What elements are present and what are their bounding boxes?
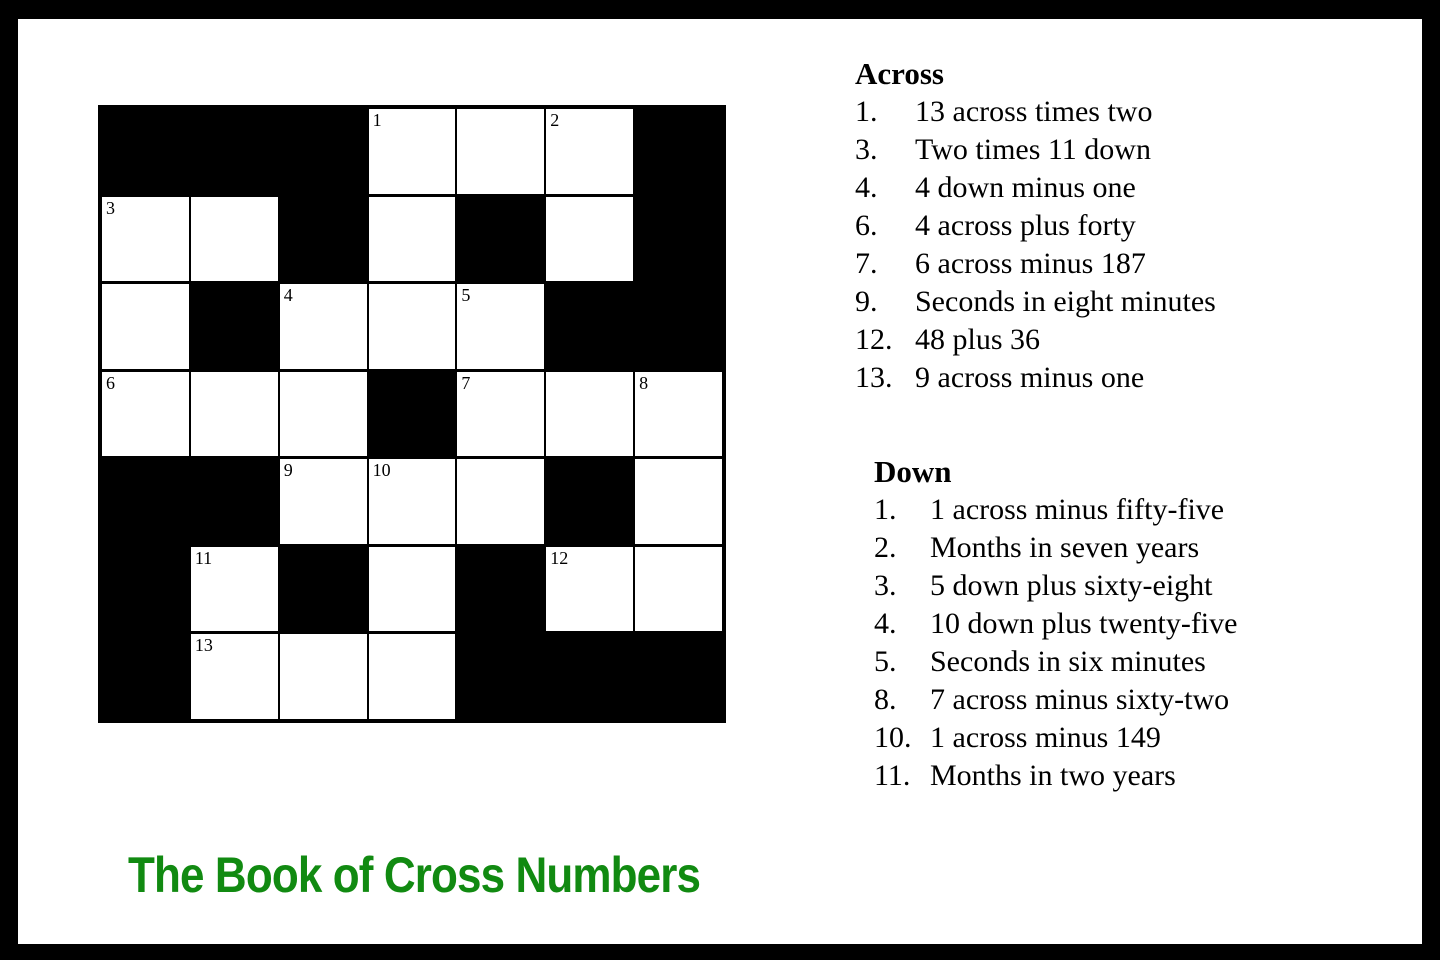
- black-cell: [635, 284, 722, 369]
- black-cell: [280, 547, 367, 632]
- black-cell: [369, 372, 456, 457]
- cell-number: 4: [283, 285, 293, 306]
- white-cell[interactable]: [369, 197, 456, 282]
- white-cell[interactable]: [191, 197, 278, 282]
- white-cell[interactable]: [457, 459, 544, 544]
- black-cell: [546, 284, 633, 369]
- cell-number: 10: [372, 460, 391, 481]
- clue-number: 1.: [855, 95, 878, 128]
- across-clue: [855, 321, 1216, 359]
- clue-number: 2.: [874, 531, 897, 564]
- white-cell[interactable]: [280, 372, 367, 457]
- clue-text: 6 across minus 187: [915, 247, 1146, 280]
- across-clues-section: [855, 55, 1216, 397]
- white-cell[interactable]: [102, 197, 189, 282]
- cell-number: 2: [550, 110, 560, 130]
- black-cell: [546, 459, 633, 544]
- white-cell[interactable]: [102, 372, 189, 457]
- black-cell: [191, 109, 278, 194]
- down-heading: Down: [874, 454, 952, 489]
- black-cell: [457, 197, 544, 282]
- down-clue: [874, 491, 1237, 529]
- clue-number: 10.: [874, 721, 912, 754]
- white-cell[interactable]: [546, 109, 633, 194]
- clue-text: Seconds in six minutes: [930, 645, 1206, 678]
- black-cell: [102, 547, 189, 632]
- white-cell[interactable]: [457, 109, 544, 194]
- cell-number: 8: [639, 372, 649, 393]
- across-heading: Across: [855, 56, 944, 91]
- white-cell[interactable]: [369, 634, 456, 719]
- across-clue-list: [855, 93, 1216, 397]
- down-clue: [874, 681, 1237, 719]
- white-cell[interactable]: [191, 372, 278, 457]
- clue-number: 5.: [874, 645, 897, 678]
- white-cell[interactable]: [280, 284, 367, 369]
- clue-number: 1.: [874, 493, 897, 526]
- down-clue: [874, 567, 1237, 605]
- black-cell: [635, 197, 722, 282]
- cell-number: 12: [550, 547, 569, 568]
- white-cell[interactable]: [280, 634, 367, 719]
- black-cell: [102, 459, 189, 544]
- black-cell: [457, 547, 544, 632]
- down-clue: [874, 643, 1237, 681]
- clue-number: 4.: [874, 607, 897, 640]
- clue-text: 10 down plus twenty-five: [930, 607, 1238, 640]
- black-cell: [546, 634, 633, 719]
- cell-number: 3: [106, 197, 115, 218]
- black-cell: [635, 634, 722, 719]
- black-cell: [280, 109, 367, 194]
- white-cell[interactable]: [280, 459, 367, 544]
- white-cell[interactable]: [191, 634, 278, 719]
- down-clue: [874, 757, 1237, 795]
- clue-text: 1 across minus 149: [930, 721, 1161, 754]
- clue-text: Months in two years: [930, 759, 1176, 792]
- black-cell: [280, 197, 367, 282]
- across-clue: [855, 131, 1216, 169]
- white-cell[interactable]: [102, 284, 189, 369]
- white-cell[interactable]: [635, 547, 722, 632]
- clue-number: 7.: [855, 247, 878, 280]
- across-clue: [855, 283, 1216, 321]
- across-clue: [855, 93, 1216, 131]
- cell-number: 11: [194, 547, 213, 568]
- white-cell[interactable]: [369, 284, 456, 369]
- clue-text: 5 down plus sixty-eight: [930, 569, 1213, 602]
- clue-text: Months in seven years: [930, 531, 1200, 564]
- down-clue: [874, 605, 1237, 643]
- clue-number: 13.: [855, 361, 893, 394]
- clue-text: Seconds in eight minutes: [915, 285, 1216, 318]
- clue-text: 4 across plus forty: [915, 209, 1136, 242]
- down-clue-list: [874, 491, 1237, 795]
- clue-number: 3.: [874, 569, 897, 602]
- white-cell[interactable]: [635, 459, 722, 544]
- clue-text: 4 down minus one: [915, 171, 1136, 204]
- white-cell[interactable]: [635, 372, 722, 457]
- white-cell[interactable]: [369, 459, 456, 544]
- white-cell[interactable]: [457, 372, 544, 457]
- white-cell[interactable]: [369, 109, 456, 194]
- clue-text: Two times 11 down: [915, 133, 1151, 166]
- clue-text: 9 across minus one: [915, 361, 1145, 394]
- cell-number: 1: [372, 110, 382, 130]
- clue-number: 11.: [874, 759, 911, 792]
- across-clue: [855, 169, 1216, 207]
- clue-text: 13 across times two: [915, 95, 1153, 128]
- clue-number: 6.: [855, 209, 878, 242]
- clue-text: 1 across minus fifty-five: [930, 493, 1225, 526]
- white-cell[interactable]: [457, 284, 544, 369]
- cell-number: 9: [283, 460, 293, 481]
- cell-number: 13: [194, 635, 213, 656]
- black-cell: [191, 284, 278, 369]
- across-clue: [855, 207, 1216, 245]
- black-cell: [191, 459, 278, 544]
- down-clue: [874, 719, 1237, 757]
- clue-number: 12.: [855, 323, 893, 356]
- white-cell[interactable]: [546, 372, 633, 457]
- white-cell[interactable]: [546, 197, 633, 282]
- across-clue: [855, 359, 1216, 397]
- puzzle-grid: [98, 105, 726, 723]
- cell-number: 5: [461, 285, 471, 306]
- clue-number: 4.: [855, 171, 878, 204]
- black-cell: [102, 109, 189, 194]
- black-cell: [102, 634, 189, 719]
- white-cell[interactable]: [369, 547, 456, 632]
- white-cell[interactable]: [546, 547, 633, 632]
- cell-number: 7: [461, 372, 471, 393]
- black-cell: [635, 109, 722, 194]
- clue-text: 7 across minus sixty-two: [930, 683, 1230, 716]
- down-clues-section: [874, 453, 1237, 795]
- black-cell: [457, 634, 544, 719]
- clue-text: 48 plus 36: [915, 323, 1041, 356]
- cell-number: 6: [106, 372, 115, 393]
- page: [18, 19, 1422, 944]
- white-cell[interactable]: [191, 547, 278, 632]
- clue-number: 3.: [855, 133, 878, 166]
- clue-number: 9.: [855, 285, 878, 318]
- clue-number: 8.: [874, 683, 897, 716]
- across-clue: [855, 245, 1216, 283]
- book-title: The Book of Cross Numbers: [128, 847, 701, 903]
- down-clue: [874, 529, 1237, 567]
